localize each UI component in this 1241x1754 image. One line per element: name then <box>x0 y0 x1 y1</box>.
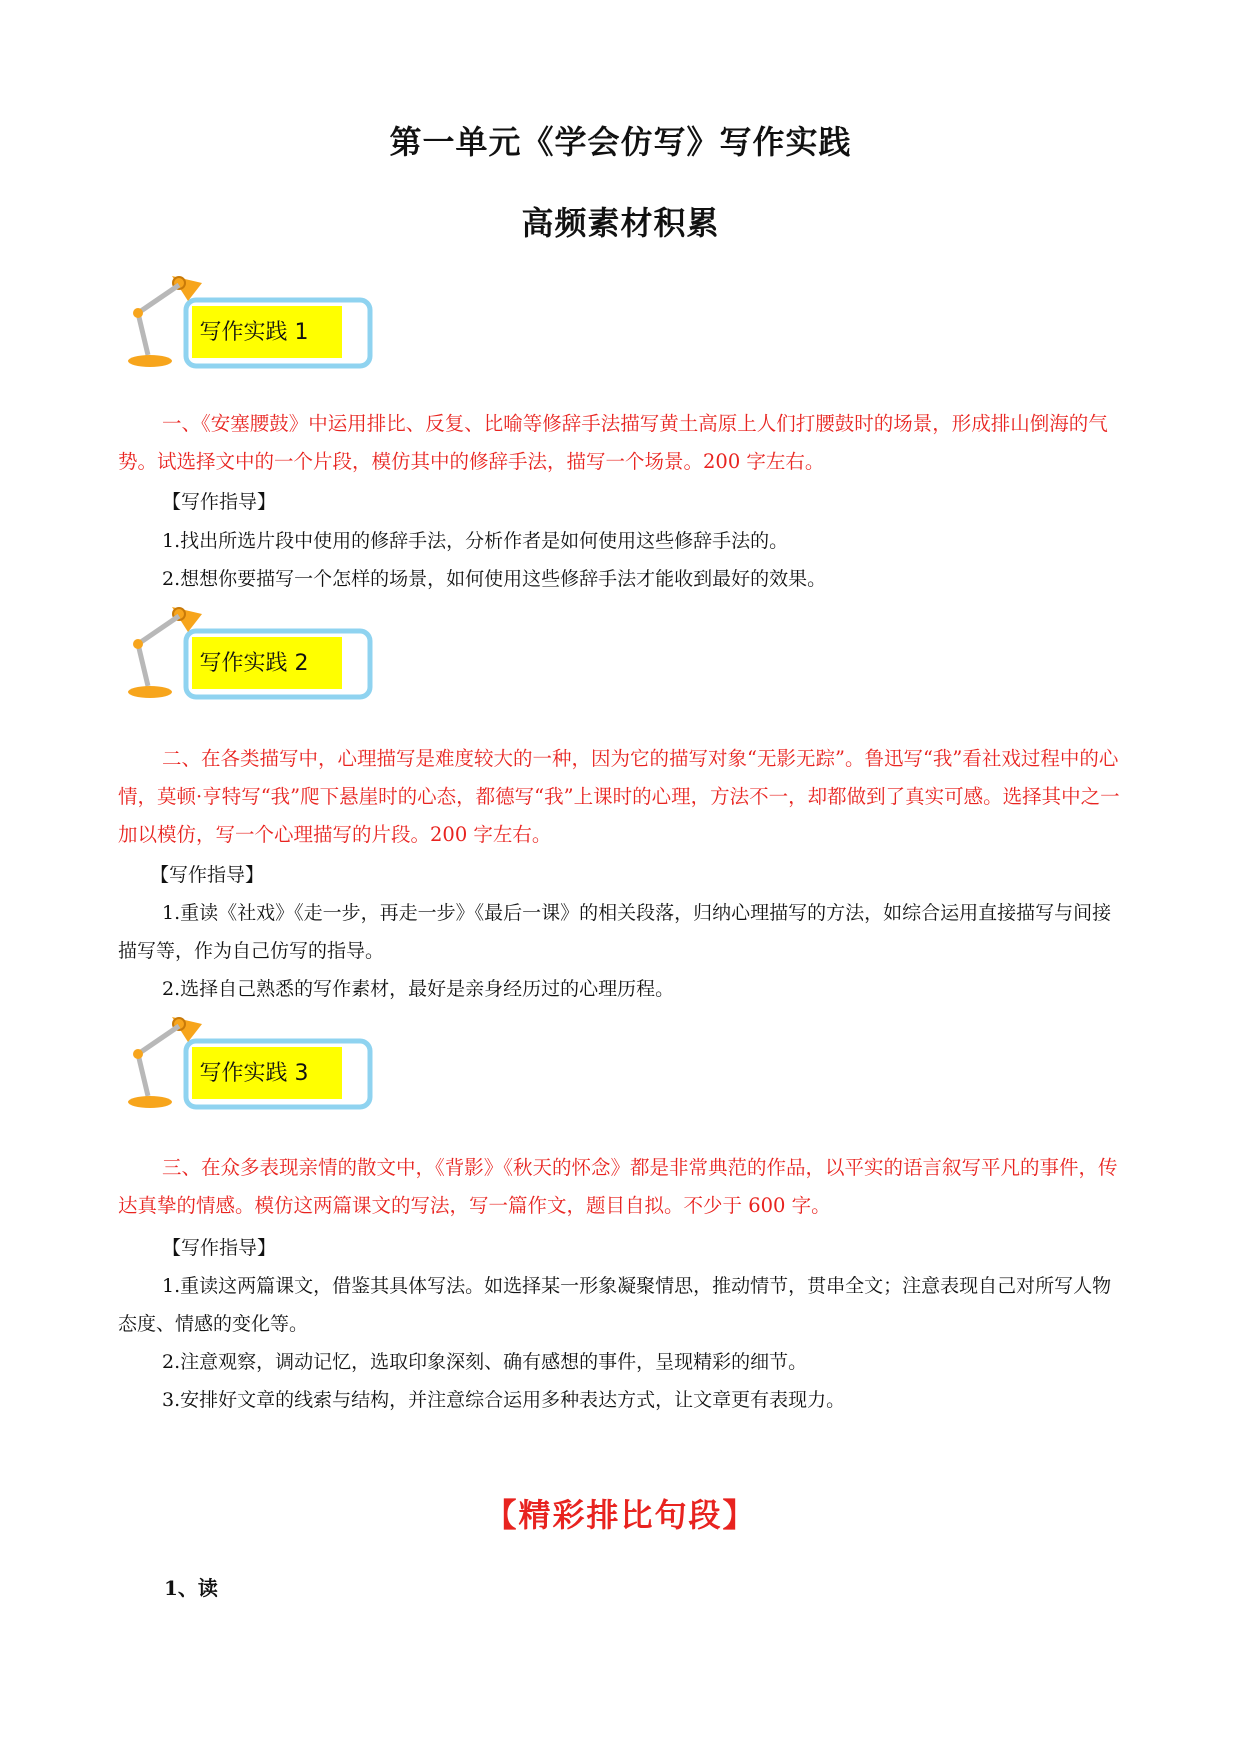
practice-1-label: 写作实践 1 <box>199 320 309 345</box>
practice-2-guide-2: 2.选择自己熟悉的写作素材，最好是亲身经历过的心理历程。 <box>162 978 675 1000</box>
list-item: 1、读 <box>164 1576 218 1600</box>
practice-3-badge <box>124 1014 374 1114</box>
practice-1-badge <box>124 273 374 373</box>
practice-2-prompt: 二、在各类描写中，心理描写是难度较大的一种，因为它的描写对象“无影无踪”。鲁迅写“我”看社戏过程中的心情，莫顿·亨特写“我”爬下悬崖时的心态，都德写“我”上课时的心理，方法不一，却都做到了真实可感。选择其中之一加以模仿，写一个心理描写的片段。200 字左右。 <box>118 747 1120 846</box>
practice-1-guide-1: 1.找出所选片段中使用的修辞手法，分析作者是如何使用这些修辞手法的。 <box>162 530 789 552</box>
practice-1-prompt: 一、《安塞腰鼓》中运用排比、反复、比喻等修辞手法描写黄土高原上人们打腰鼓时的场景，形成排山倒海的气势。试选择文中的一个片段，模仿其中的修辞手法，描写一个场景。200 字左右。 <box>118 412 1108 473</box>
practice-3-prompt: 三、在众多表现亲情的散文中，《背影》《秋天的怀念》都是非常典范的作品，以平实的语言叙写平凡的事件，传达真挚的情感。模仿这两篇课文的写法，写一篇作文，题目自拟。不少于 600 字。 <box>118 1156 1118 1217</box>
practice-2-guide-1: 1.重读《社戏》《走一步，再走一步》《最后一课》的相关段落，归纳心理描写的方法，如综合运用直接描写与间接描写等，作为自己仿写的指导。 <box>118 902 1112 962</box>
page-title: 第一单元《学会仿写》写作实践 <box>389 123 852 161</box>
practice-3-guide-1: 1.重读这两篇课文，借鉴其具体写法。如选择某一形象凝聚情思，推动情节，贯串全文；注意表现自己对所写人物态度、情感的变化等。 <box>118 1275 1112 1335</box>
practice-1-guide-title: 【写作指导】 <box>162 491 277 513</box>
practice-3-guide-title: 【写作指导】 <box>162 1237 277 1259</box>
page-subtitle: 高频素材积累 <box>521 204 720 242</box>
practice-2-label: 写作实践 2 <box>199 651 309 676</box>
practice-3-label: 写作实践 3 <box>199 1061 309 1086</box>
practice-3-guide-2: 2.注意观察，调动记忆，选取印象深刻、确有感想的事件，呈现精彩的细节。 <box>162 1351 808 1373</box>
practice-1-guide-2: 2.想想你要描写一个怎样的场景，如何使用这些修辞手法才能收到最好的效果。 <box>162 568 827 590</box>
section-title: 【精彩排比句段】 <box>484 1496 757 1534</box>
practice-2-badge <box>124 604 374 704</box>
practice-2-guide-title: 【写作指导】 <box>150 864 265 886</box>
practice-3-guide-3: 3.安排好文章的线索与结构，并注意综合运用多种表达方式，让文章更有表现力。 <box>162 1389 846 1411</box>
